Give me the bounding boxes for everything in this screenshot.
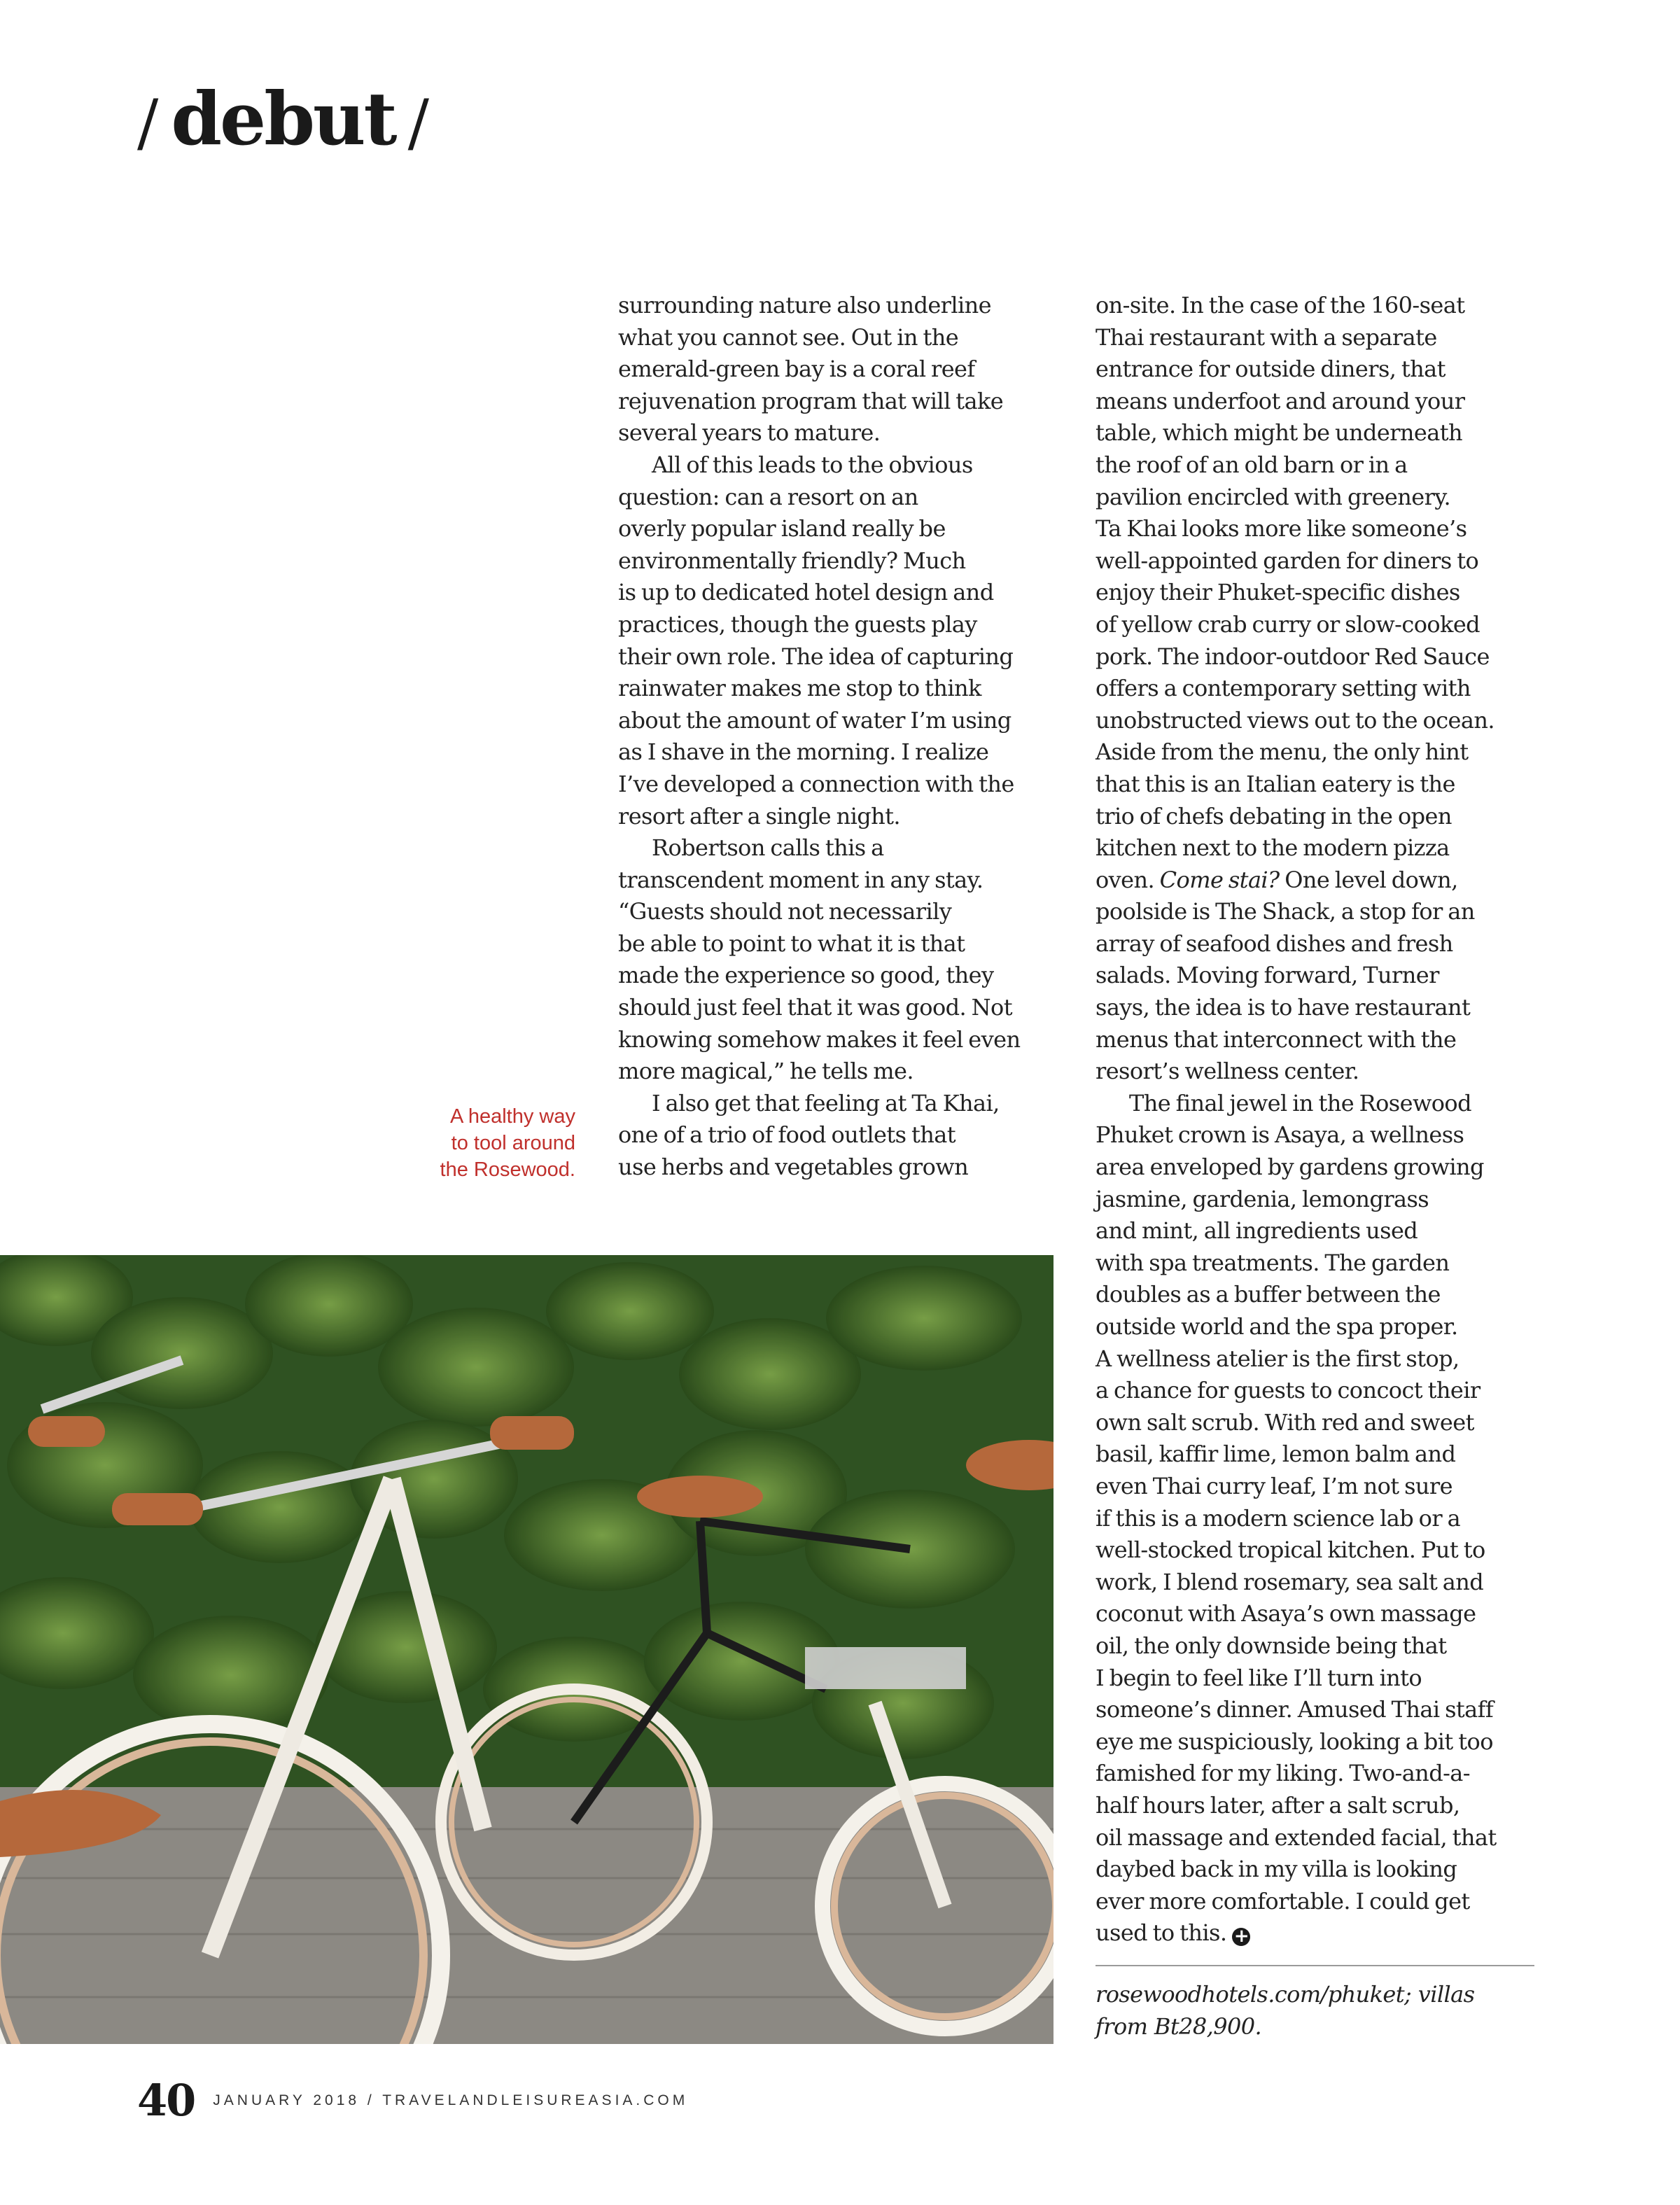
caption-line: to tool around — [451, 1132, 575, 1154]
line-text: well-stocked tropical kitchen. Put to — [1096, 1536, 1485, 1564]
line-text-after: One level down, — [1279, 866, 1458, 893]
text-line — [1096, 1694, 1550, 1726]
text-line — [1096, 1152, 1550, 1184]
text-line — [1096, 1790, 1550, 1822]
text-line — [618, 769, 1066, 801]
line-text: even Thai curry leaf, I’m not sure — [1096, 1472, 1452, 1499]
text-line — [1096, 1024, 1550, 1056]
line-text: question: can a resort on an — [618, 483, 918, 510]
line-text: Aside from the menu, the only hint — [1096, 738, 1469, 766]
line-text: used to this. — [1096, 1919, 1227, 1947]
line-text: array of seafood dishes and fresh — [1096, 930, 1453, 957]
line-text: entrance for outside diners, that — [1096, 356, 1446, 383]
text-line — [1096, 705, 1550, 737]
line-text: “Guests should not necessarily — [618, 898, 952, 925]
text-line — [618, 928, 1066, 960]
text-line — [618, 896, 1066, 928]
article-column-2 — [1096, 290, 1550, 1949]
line-text: ever more comfortable. I could get — [1096, 1887, 1470, 1914]
text-line — [1096, 1471, 1550, 1503]
line-text: is up to dedicated hotel design and — [618, 579, 994, 606]
bicycles-photo — [0, 1255, 1054, 2044]
text-line — [1096, 1503, 1550, 1535]
line-text: menus that interconnect with the — [1096, 1026, 1457, 1053]
line-text: about the amount of water I’m using — [618, 706, 1011, 734]
text-line — [618, 545, 1066, 578]
text-line — [1096, 1917, 1550, 1949]
end-mark-icon: + — [1232, 1928, 1250, 1946]
line-text: oil massage and extended facial, that — [1096, 1823, 1497, 1851]
info-box — [1096, 1978, 1544, 2043]
line-text: surrounding nature also underline — [618, 292, 991, 318]
line-text: basil, kaffir lime, lemon balm and — [1096, 1441, 1456, 1468]
text-line — [1096, 1534, 1550, 1567]
section-header — [137, 70, 429, 168]
text-line — [1096, 736, 1550, 769]
line-text: poolside is The Shack, a stop for an — [1096, 898, 1475, 925]
text-line — [1096, 386, 1550, 418]
text-line — [618, 864, 1066, 897]
text-line — [618, 1056, 1066, 1088]
line-text: that this is an Italian eatery is the — [1096, 770, 1455, 797]
line-text: I’ve developed a connection with the — [618, 770, 1014, 797]
text-line — [1096, 1088, 1550, 1120]
line-text: environmentally friendly? Much — [618, 547, 966, 574]
text-line — [1096, 864, 1550, 897]
line-text: on-site. In the case of the 160-seat — [1096, 292, 1465, 318]
line-text: and mint, all ingredients used — [1096, 1217, 1418, 1245]
line-text: overly popular island really be — [618, 515, 946, 542]
line-text: pavilion encircled with greenery. — [1096, 483, 1451, 510]
line-text: knowing somehow makes it feel even — [618, 1026, 1021, 1053]
text-line — [1096, 928, 1550, 960]
line-text: oven. — [1096, 866, 1155, 893]
text-line — [1096, 1598, 1550, 1630]
section-title: debut — [171, 76, 396, 162]
text-line — [618, 1088, 1066, 1120]
text-line — [618, 482, 1066, 514]
text-line — [1096, 1375, 1550, 1407]
line-text: their own role. The idea of capturing — [618, 643, 1014, 670]
line-text: says, the idea is to have restaurant — [1096, 994, 1471, 1021]
text-line — [618, 673, 1066, 705]
page-footer — [137, 2075, 688, 2131]
line-text: what you cannot see. Out in the — [618, 323, 959, 351]
line-text: outside world and the spa proper. — [1096, 1313, 1458, 1340]
line-text: as I shave in the morning. I realize — [618, 738, 989, 766]
text-line — [618, 960, 1066, 992]
caption-line: the Rosewood. — [440, 1158, 575, 1181]
text-line — [1096, 1119, 1550, 1152]
bicycles-illustration — [0, 1255, 1054, 2044]
text-line — [618, 449, 1066, 482]
text-line — [1096, 354, 1550, 386]
text-line — [618, 832, 1066, 864]
text-line — [1096, 1630, 1550, 1662]
header-slash-right: / — [407, 86, 429, 160]
page-number: 40 — [137, 2075, 195, 2126]
line-text: transcendent moment in any stay. — [618, 866, 983, 893]
text-line — [1096, 1247, 1550, 1280]
text-line — [1096, 769, 1550, 801]
text-line — [1096, 609, 1550, 641]
text-line — [618, 609, 1066, 641]
text-line — [1096, 1215, 1550, 1247]
text-line — [1096, 1311, 1550, 1343]
issue-info: JANUARY 2018 / TRAVELANDLEISUREASIA.COM — [213, 2092, 689, 2108]
text-line — [1096, 1567, 1550, 1599]
line-text: Robertson calls this a — [652, 834, 884, 862]
text-line — [618, 736, 1066, 769]
line-text: resort’s wellness center. — [1096, 1058, 1359, 1085]
line-text: someone’s dinner. Amused Thai staff — [1096, 1696, 1494, 1723]
info-line: rosewoodhotels.com/phuket; villas — [1096, 1981, 1475, 2008]
text-line — [1096, 1407, 1550, 1439]
line-text: own salt scrub. With red and sweet — [1096, 1408, 1474, 1436]
line-text: salads. Moving forward, Turner — [1096, 962, 1439, 989]
text-line — [1096, 1662, 1550, 1695]
line-text: the roof of an old barn or in a — [1096, 451, 1408, 478]
text-line — [1096, 801, 1550, 833]
line-text: one of a trio of food outlets that — [618, 1121, 956, 1149]
text-line — [1096, 673, 1550, 705]
header-slash-left: / — [137, 86, 159, 160]
line-text: doubles as a buffer between the — [1096, 1281, 1441, 1308]
text-line — [1096, 1343, 1550, 1376]
text-line — [618, 992, 1066, 1024]
line-text: pork. The indoor-outdoor Red Sauce — [1096, 643, 1490, 670]
line-text: with spa treatments. The garden — [1096, 1249, 1450, 1276]
article-column-1 — [618, 290, 1066, 1184]
text-line — [1096, 545, 1550, 578]
caption-line: A healthy way — [450, 1105, 575, 1128]
line-text: practices, though the guests play — [618, 610, 977, 638]
line-text: offers a contemporary setting with — [1096, 675, 1471, 702]
text-line — [1096, 992, 1550, 1024]
line-text: several years to mature. — [618, 419, 881, 447]
line-text: be able to point to what it is that — [618, 930, 965, 957]
line-text: Phuket crown is Asaya, a wellness — [1096, 1121, 1464, 1149]
text-line — [1096, 1758, 1550, 1790]
text-line — [1096, 1854, 1550, 1886]
text-line — [1096, 290, 1550, 322]
line-text: work, I blend rosemary, sea salt and — [1096, 1568, 1484, 1595]
text-line — [1096, 482, 1550, 514]
line-text: if this is a modern science lab or a — [1096, 1504, 1461, 1532]
line-text: eye me suspiciously, looking a bit too — [1096, 1728, 1493, 1755]
photo-caption — [392, 1103, 575, 1183]
line-text: jasmine, gardenia, lemongrass — [1096, 1185, 1429, 1212]
line-text: emerald-green bay is a coral reef — [618, 356, 975, 383]
text-line — [618, 290, 1066, 322]
text-line — [618, 417, 1066, 449]
text-line — [618, 354, 1066, 386]
line-text: unobstructed views out to the ocean. — [1096, 706, 1494, 734]
italic-phrase: Come stai? — [1159, 866, 1280, 893]
line-text: resort after a single night. — [618, 802, 900, 830]
text-line — [1096, 641, 1550, 673]
line-text: enjoy their Phuket-specific dishes — [1096, 579, 1460, 606]
line-text: well-appointed garden for diners to — [1096, 547, 1479, 574]
text-line — [618, 1152, 1066, 1184]
text-line — [1096, 1056, 1550, 1088]
line-text: half hours later, after a salt scrub, — [1096, 1791, 1460, 1819]
text-line — [1096, 1822, 1550, 1854]
line-text: kitchen next to the modern pizza — [1096, 834, 1450, 862]
line-text: of yellow crab curry or slow-cooked — [1096, 610, 1480, 638]
text-line — [618, 801, 1066, 833]
text-line — [1096, 449, 1550, 482]
text-line — [1096, 1886, 1550, 1918]
text-line — [1096, 513, 1550, 545]
line-text: use herbs and vegetables grown — [618, 1154, 969, 1181]
line-text: a chance for guests to concoct their — [1096, 1377, 1480, 1404]
line-text: Ta Khai looks more like someone’s — [1096, 515, 1467, 542]
line-text: oil, the only downside being that — [1096, 1632, 1447, 1659]
info-rule — [1096, 1965, 1534, 1966]
line-text: means underfoot and around your — [1096, 387, 1465, 414]
line-text: more magical,” he tells me. — [618, 1058, 913, 1085]
text-line — [1096, 322, 1550, 354]
line-text: area enveloped by gardens growing — [1096, 1154, 1484, 1181]
text-line — [1096, 1279, 1550, 1311]
text-line — [1096, 1184, 1550, 1216]
line-text: daybed back in my villa is looking — [1096, 1856, 1457, 1883]
text-line — [618, 705, 1066, 737]
text-line — [618, 386, 1066, 418]
text-line — [1096, 896, 1550, 928]
line-text: All of this leads to the obvious — [652, 451, 973, 478]
line-text: trio of chefs debating in the open — [1096, 802, 1452, 830]
text-line — [1096, 960, 1550, 992]
text-line — [618, 641, 1066, 673]
text-line — [618, 577, 1066, 609]
line-text: A wellness atelier is the first stop, — [1096, 1345, 1460, 1372]
text-line — [1096, 1726, 1550, 1758]
line-text: made the experience so good, they — [618, 962, 994, 989]
line-text: table, which might be underneath — [1096, 419, 1463, 447]
text-line — [618, 322, 1066, 354]
line-text: coconut with Asaya’s own massage — [1096, 1600, 1476, 1628]
line-text: should just feel that it was good. Not — [618, 994, 1012, 1021]
text-line — [618, 513, 1066, 545]
text-line — [1096, 577, 1550, 609]
line-text: rainwater makes me stop to think — [618, 675, 981, 702]
line-text: Thai restaurant with a separate — [1096, 323, 1437, 351]
line-text: I begin to feel like I’ll turn into — [1096, 1664, 1422, 1691]
line-text: I also get that feeling at Ta Khai, — [652, 1089, 1000, 1116]
text-line — [1096, 832, 1550, 864]
line-text: rejuvenation program that will take — [618, 387, 1004, 414]
text-line — [618, 1119, 1066, 1152]
text-line — [1096, 417, 1550, 449]
info-line: from Bt28,900. — [1096, 2013, 1262, 2040]
line-text: famished for my liking. Two-and-a- — [1096, 1760, 1470, 1787]
text-line — [618, 1024, 1066, 1056]
text-line — [1096, 1438, 1550, 1471]
line-text: The final jewel in the Rosewood — [1129, 1089, 1471, 1116]
